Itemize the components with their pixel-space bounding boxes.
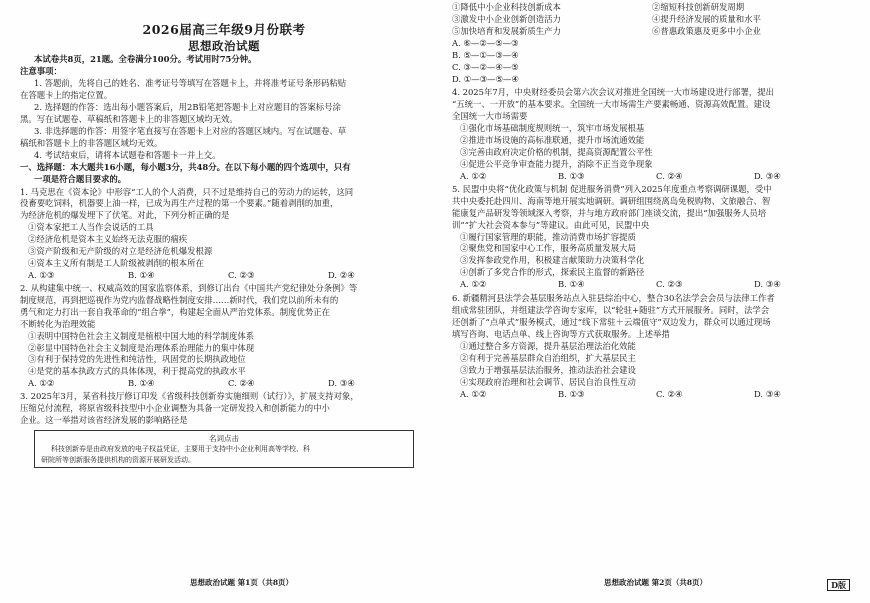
term-note-title: 名词点击	[209, 433, 239, 443]
statement: ②经济危机是资本主义始终无法克服的痼疾	[28, 234, 188, 245]
statement: ③致力于增强基层法治服务，推动法治社会建设	[460, 364, 636, 375]
option-b: B. ①④	[128, 269, 155, 280]
option-b: B. ⑤—①—③—④	[452, 49, 519, 60]
statement: ①表明中国特色社会主义制度是植根中国大地的科学制度体系	[28, 330, 255, 341]
version-badge: D版	[827, 579, 850, 591]
exam-info: 本试卷共8页，21题。全卷满分100分。考试用时75分钟。	[34, 54, 257, 65]
option-d: D. ③④	[754, 279, 781, 290]
section-heading: 一、选择题：本大题共16小题，每小题3分，共48分。在以下每小题的四个选项中，只有 一项是符合题目要求的。	[20, 161, 351, 184]
statement: ②聚焦党和国家中心工作，服务高质量发展大局	[460, 243, 636, 254]
notice-item: 2. 选择题的作答：选出每小题答案后，用2B铅笔把答题卡上对应题目的答案标号涂 黑。写在试题卷、草稿纸和答题卡上的非答题区域均无效。	[20, 102, 341, 124]
answer-options	[20, 378, 428, 390]
right-column	[452, 2, 852, 400]
statement: ④创新了多党合作的形式，探索民主监督的新路径	[460, 267, 645, 278]
statement: ③激发中小企业创新创造活力	[452, 13, 561, 24]
statement: ④提升经济发展的质量和水平	[652, 13, 761, 24]
answer-options	[20, 270, 428, 282]
option-c: C. ③—②—④—⑤	[452, 61, 519, 72]
option-c: C. ②③	[228, 269, 255, 280]
statement: ③有利于保持党的先进性和纯洁性，巩固党的长期执政地位	[28, 354, 246, 365]
statement: ①资本家把工人当作会说话的工具	[28, 222, 154, 233]
option-b: B. ①④	[128, 378, 155, 389]
option-c: C. ②③	[656, 279, 683, 290]
notice-item: 4. 考试结束后，请将本试题卷和答题卡一并上交。	[34, 149, 221, 160]
option-a: A. ①②	[460, 388, 487, 399]
option-b: B. ①③	[558, 170, 585, 181]
option-d: D. ①—③—⑤—④	[452, 73, 519, 84]
statement: ③发挥参政党作用，积极建言献策助力决策科学化	[460, 255, 645, 266]
option-a: A. ①②	[460, 170, 487, 181]
option-d: D. ②④	[328, 269, 355, 280]
option-d: D. ③④	[754, 388, 781, 399]
statement: ②缩短科技创新研发周期	[652, 2, 745, 12]
option-a: A. ⑥—②—⑤—③	[452, 37, 519, 48]
notice-heading: 注意事项：	[20, 66, 62, 77]
statement: ②推进市场设施的高标准联通，提升市场流通效能	[460, 135, 645, 146]
option-a: A. ①③	[28, 269, 55, 280]
statement: ③完善由政府决定价格的机制，提高资源配置公平性	[460, 147, 653, 158]
statement: ①通过整合多方资源，提升基层治理法治化效能	[460, 340, 636, 351]
question-6: 6. 新疆精河县法学会基层服务站点入驻县综治中心，整合30名法学会会员与法律工作者 组成常驻团队，并组建法学咨询专家库，以“轮驻+随驻”方式开展服务。同时，法学会 还创新了“点单式”服务模式，通过“线下常驻＋云端值守”双边发力，群众可以通过现场 填写咨询、电话点单、线上咨询等方式获取服务。上述举措 ①通过整合多方资源，提升基层治理法治化效能 ②有利于完善基层群众自治组织，扩大基层民主 ③致力于增强基层法治服务，推动法治社会建设 ④实现政府治理和社会调节、居民自治良性互动 A. ①② B. ①③ C. ②④ D. ③④	[452, 293, 852, 400]
question-3-continued	[452, 2, 852, 85]
statement: ④资本主义所有制是工人阶级被剥削的根本所在	[28, 258, 204, 269]
statement: ③资产阶级和无产阶级的对立是经济危机爆发根源	[28, 246, 213, 257]
statement: ①强化市场基础制度规则统一，筑牢市场发展根基	[460, 123, 645, 134]
statement: ④实现政府治理和社会调节、居民自治良性互动	[460, 376, 636, 387]
term-note-box: 名词点击 科技创新券是由政府发放的电子权益凭证，主要用于支持中小企业利用高等学校、科 研院所等创新服务提供机构的资源开展研发活动。	[34, 430, 414, 468]
option-d: D. ③④	[328, 378, 355, 389]
answer-options	[452, 171, 852, 183]
exam-subject: 思想政治试题	[188, 38, 260, 53]
question-3: 3. 2025年3月，某省科技厅修订印发《省级科技创新券实施细则（试行）》，扩展支持对象， 压缩兑付流程，将原省级科技型中小企业调整为具备一定研发投入和创新能力的中小 企业。这一举措对该省经济发展的影响路径是 名词点击 科技创新券是由政府发放的电子权益凭证，主要用于支持中小企业利用高等学校、科 研院所等创新服务提供机构的资源开展研发活动。	[20, 391, 428, 468]
question-2: 2. 从构建集中统一、权威高效的国家监察体系，到修订出台《中国共产党纪律处分条例》等 制度规范，再到把巡视作为党内监督战略性制度安排……新时代，我们党以前所未有的 勇气和定力打出一套自我革命的“组合拳”，构建起全面从严治党体系。制度优势正在 不断转化为治理效能 ①表明中国特色社会主义制度是植根中国大地的科学制度体系 ②彰显中国特色社会主义制度是治理体系治理能力的集中体现 ③有利于保持党的先进性和纯洁性，巩固党的长期执政地位 ④是党的基本执政方式的具体体现，利于提高党的执政水平 A. ①② B. ①④ C. ②④ D. ③④	[20, 283, 428, 390]
page-footer-right: 思想政治试题 第2页（共8页）	[604, 578, 708, 588]
statement: ④是党的基本执政方式的具体体现，利于提高党的执政水平	[28, 366, 246, 377]
statement: ②有利于完善基层群众自治组织，扩大基层民主	[460, 352, 636, 363]
notice-item: 1. 答题前，先将自己的姓名、准考证号等填写在答题卡上，并将准考证号条形码粘贴 在答题卡上的指定位置。	[20, 78, 347, 101]
option-b: B. ①③	[558, 388, 585, 399]
option-a: A. ①②	[460, 279, 487, 290]
statement: ⑤加快培育和发展新质生产力	[452, 25, 561, 36]
option-d: D. ③④	[754, 170, 781, 181]
exam-title: 2026届高三年级9月份联考	[142, 22, 306, 37]
question-4: 4. 2025年7月，中央财经委员会第六次会议对推进全国统一大市场建设进行部署，提出 “五统一、一开放”的基本要求。全国统一大市场需生产要素畅通、资源高效配置。建设 全国统一大市场需要 ①强化市场基础制度规则统一，筑牢市场发展根基 ②推进市场设施的高标准联通，提升市场流通效能 ③完善由政府决定价格的机制，提高资源配置公平性 ④促进公平竞争审查能力提升，消除不正当竞争现象 A. ①② B. ①③ C. ②④ D. ③④	[452, 87, 852, 182]
notice-item: 3. 非选择题的作答：用签字笔直接写在答题卡上对应的答题区域内。写在试题卷、草 稿纸和答题卡上的非答题区域均无效。	[20, 125, 347, 148]
answer-options	[452, 279, 852, 291]
statement: ②彰显中国特色社会主义制度是治理体系治理能力的集中体现	[28, 342, 255, 353]
option-c: C. ②④	[656, 388, 683, 399]
option-b: B. ①④	[558, 279, 585, 290]
answer-options	[452, 389, 852, 401]
left-column	[20, 4, 428, 468]
option-a: A. ①②	[28, 378, 55, 389]
statement: ⑥普惠政策惠及更多中小企业	[652, 25, 761, 36]
statement: ①履行国家管理的职能，推动消费市场扩容提质	[460, 231, 636, 242]
question-1: 1. 马克思在《资本论》中形容“工人的个人消费，只不过是维持自己的劳动力的运转，这同 役畜要吃饲料，机器要上油一样，已成为再生产过程的第一个要素。”随着剥削的加重， 为经济危机的爆发埋下了伏笔。对此，下列分析正确的是 ①资本家把工人当作会说话的工具 ②经济危机是资本主义始终无法克服的痼疾 ③资产阶级和无产阶级的对立是经济危机爆发根源 ④资本主义所有制是工人阶级被剥削的根本所在 A. ①③ B. ①④ C. ②③ D. ②④	[20, 187, 428, 282]
question-5: 5. 民盟中央将“优化政策与机制 促进服务消费”列入2025年度重点考察调研课题，受中 共中央委托赴四川、海南等地开展实地调研。调研组围绕离岛免税购物、文旅融合、智 能康复产品研发等领域深入考察，并与地方政府部门座谈交流，提出“加强服务人员培 训”“扩大社会资本参与”等建议。由此可见，民盟中央 ①履行国家管理的职能，推动消费市场扩容提质 ②聚焦党和国家中心工作，服务高质量发展大局 ③发挥参政党作用，积极建言献策助力决策科学化 ④创新了多党合作的形式，探索民主监督的新路径 A. ①② B. ①④ C. ②③ D. ③④	[452, 184, 852, 291]
option-c: C. ②④	[228, 378, 255, 389]
page-footer-left: 思想政治试题 第1页（共8页）	[190, 578, 294, 588]
statement: ①降低中小企业科技创新成本	[452, 2, 561, 12]
option-c: C. ②④	[656, 170, 683, 181]
statement: ④促进公平竞争审查能力提升，消除不正当竞争现象	[460, 158, 653, 169]
